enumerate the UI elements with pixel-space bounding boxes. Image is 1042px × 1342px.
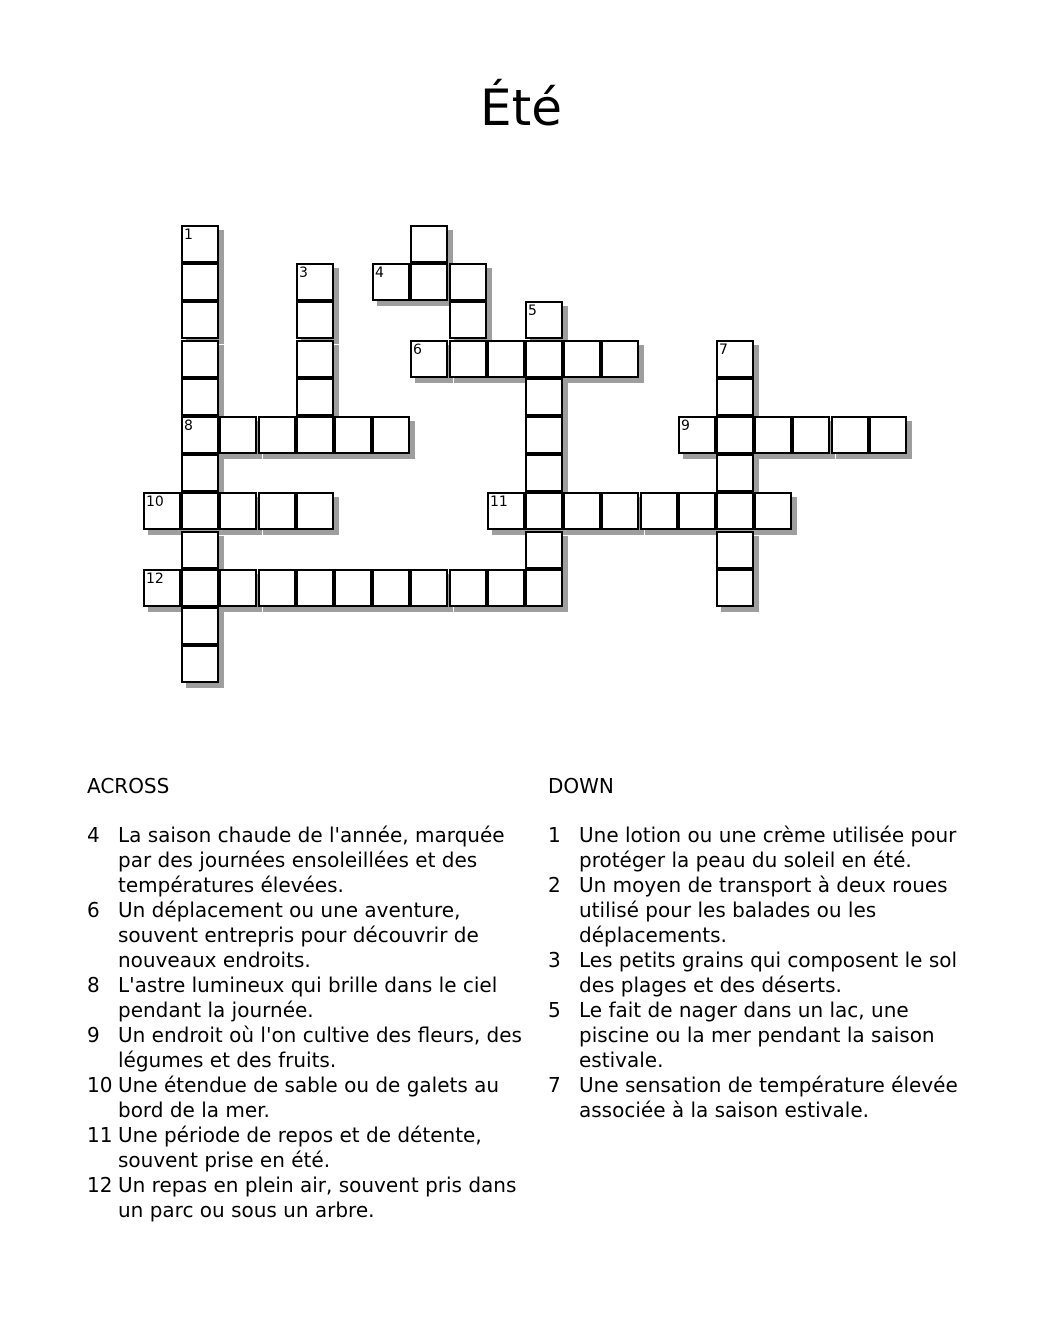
grid-cell[interactable] xyxy=(296,378,334,416)
grid-cell[interactable] xyxy=(640,492,678,530)
down-heading: DOWN xyxy=(548,774,614,798)
grid-cell[interactable] xyxy=(716,569,754,607)
clue-number: 11 xyxy=(87,1123,113,1147)
across-clue xyxy=(87,1173,527,1223)
grid-cell[interactable] xyxy=(525,531,563,569)
grid-cell[interactable] xyxy=(296,569,334,607)
grid-cell[interactable] xyxy=(716,454,754,492)
grid-cell[interactable] xyxy=(563,340,601,378)
clue-number: 9 xyxy=(87,1023,100,1047)
grid-cell[interactable] xyxy=(334,416,372,454)
clue-number: 7 xyxy=(548,1073,561,1097)
grid-cell[interactable] xyxy=(219,492,257,530)
grid-cell[interactable] xyxy=(754,492,792,530)
cell-number: 9 xyxy=(681,418,690,434)
grid-cell[interactable] xyxy=(754,416,792,454)
down-clue xyxy=(548,1073,968,1123)
across-clue xyxy=(87,1073,527,1123)
grid-cell[interactable] xyxy=(525,492,563,530)
grid-cell[interactable] xyxy=(601,340,639,378)
grid-cell[interactable] xyxy=(449,301,487,339)
clue-text: Une lotion ou une crème utilisée pour protéger la peau du soleil en été. xyxy=(579,823,957,872)
grid-cell[interactable] xyxy=(334,569,372,607)
clue-number: 12 xyxy=(87,1173,113,1197)
grid-cell[interactable] xyxy=(487,340,525,378)
grid-cell[interactable] xyxy=(296,263,334,301)
clue-number: 4 xyxy=(87,823,100,847)
cell-number: 7 xyxy=(719,342,728,358)
grid-cell[interactable] xyxy=(143,569,181,607)
across-clue xyxy=(87,1023,527,1073)
grid-cell[interactable] xyxy=(181,454,219,492)
grid-cell[interactable] xyxy=(716,340,754,378)
grid-cell[interactable] xyxy=(716,378,754,416)
grid-cell[interactable] xyxy=(296,416,334,454)
grid-cell[interactable] xyxy=(487,569,525,607)
grid-cell[interactable] xyxy=(296,301,334,339)
clue-text: Une étendue de sable ou de galets au bord de la mer. xyxy=(118,1073,500,1122)
grid-cell[interactable] xyxy=(449,340,487,378)
down-clue-list xyxy=(548,823,968,1123)
cell-number: 4 xyxy=(375,265,384,281)
grid-cell[interactable] xyxy=(678,492,716,530)
across-clue xyxy=(87,1123,527,1173)
grid-cell[interactable] xyxy=(831,416,869,454)
cell-number: 12 xyxy=(146,571,164,587)
grid-cell[interactable] xyxy=(219,569,257,607)
grid-cell[interactable] xyxy=(372,263,410,301)
grid-cell[interactable] xyxy=(181,301,219,339)
grid-cell[interactable] xyxy=(181,607,219,645)
grid-cell[interactable] xyxy=(716,416,754,454)
cell-number: 11 xyxy=(490,494,508,510)
clue-number: 5 xyxy=(548,998,561,1022)
puzzle-title: Été xyxy=(480,79,562,137)
clue-text: Les petits grains qui composent le sol des plages et des déserts. xyxy=(579,948,958,997)
grid-cell[interactable] xyxy=(449,263,487,301)
grid-cell[interactable] xyxy=(410,340,448,378)
across-clue-list xyxy=(87,823,527,1223)
grid-cell[interactable] xyxy=(716,531,754,569)
grid-cell[interactable] xyxy=(219,416,257,454)
clue-text: La saison chaude de l'année, marquée par des journées ensoleillées et des températures élevées. xyxy=(118,823,505,897)
grid-cell[interactable] xyxy=(258,492,296,530)
clue-number: 8 xyxy=(87,973,100,997)
grid-cell[interactable] xyxy=(410,569,448,607)
across-clue xyxy=(87,898,527,973)
grid-cell[interactable] xyxy=(525,569,563,607)
clue-text: Un repas en plein air, souvent pris dans un parc ou sous un arbre. xyxy=(118,1173,517,1222)
grid-cell[interactable] xyxy=(181,378,219,416)
clue-text: Une période de repos et de détente, souvent prise en été. xyxy=(118,1123,482,1172)
clue-number: 3 xyxy=(548,948,561,972)
across-clue xyxy=(87,973,527,1023)
clue-text: Un endroit où l'on cultive des fleurs, des légumes et des fruits. xyxy=(118,1023,522,1072)
grid-cell[interactable] xyxy=(449,569,487,607)
clue-number: 1 xyxy=(548,823,561,847)
grid-cell[interactable] xyxy=(181,340,219,378)
clue-text: Un déplacement ou une aventure, souvent entrepris pour découvrir de nouveaux endroits. xyxy=(118,898,479,972)
grid-cell[interactable] xyxy=(525,378,563,416)
clue-text: L'astre lumineux qui brille dans le ciel pendant la journée. xyxy=(118,973,498,1022)
grid-cell[interactable] xyxy=(869,416,907,454)
grid-cell[interactable] xyxy=(525,454,563,492)
clue-text: Le fait de nager dans un lac, une piscine ou la mer pendant la saison estivale. xyxy=(579,998,935,1072)
across-heading: ACROSS xyxy=(87,774,170,798)
grid-cell[interactable] xyxy=(181,263,219,301)
grid-cell[interactable] xyxy=(181,645,219,683)
cell-number: 6 xyxy=(413,342,422,358)
clue-number: 6 xyxy=(87,898,100,922)
down-clue xyxy=(548,823,968,873)
clue-number: 10 xyxy=(87,1073,113,1097)
grid-cell[interactable] xyxy=(296,492,334,530)
grid-cell[interactable] xyxy=(525,340,563,378)
cell-number: 1 xyxy=(184,227,193,243)
cell-number: 8 xyxy=(184,418,193,434)
clue-text: Un moyen de transport à deux roues utilisé pour les balades ou les déplacements. xyxy=(579,873,948,947)
across-clue xyxy=(87,823,527,898)
grid-cell[interactable] xyxy=(678,416,716,454)
grid-cell[interactable] xyxy=(410,263,448,301)
clue-text: Une sensation de température élevée associée à la saison estivale. xyxy=(579,1073,958,1122)
grid-cell[interactable] xyxy=(410,225,448,263)
grid-cell[interactable] xyxy=(372,569,410,607)
cell-number: 3 xyxy=(299,265,308,281)
grid-cell[interactable] xyxy=(181,492,219,530)
grid-cell[interactable] xyxy=(372,416,410,454)
grid-cell[interactable] xyxy=(258,416,296,454)
grid-cell[interactable] xyxy=(525,301,563,339)
grid-cell[interactable] xyxy=(181,416,219,454)
down-clue xyxy=(548,873,968,948)
grid-cell[interactable] xyxy=(525,416,563,454)
clue-number: 2 xyxy=(548,873,561,897)
grid-cell[interactable] xyxy=(296,340,334,378)
cell-number: 5 xyxy=(528,303,537,319)
grid-cell[interactable] xyxy=(792,416,830,454)
grid-cell[interactable] xyxy=(181,531,219,569)
down-clue xyxy=(548,998,968,1073)
grid-cell[interactable] xyxy=(181,569,219,607)
grid-cell[interactable] xyxy=(601,492,639,530)
grid-cell[interactable] xyxy=(143,492,181,530)
cell-number: 10 xyxy=(146,494,164,510)
grid-cell[interactable] xyxy=(487,492,525,530)
grid-cell[interactable] xyxy=(716,492,754,530)
grid-cell[interactable] xyxy=(181,225,219,263)
grid-cell[interactable] xyxy=(563,492,601,530)
down-clue xyxy=(548,948,968,998)
grid-cell[interactable] xyxy=(258,569,296,607)
